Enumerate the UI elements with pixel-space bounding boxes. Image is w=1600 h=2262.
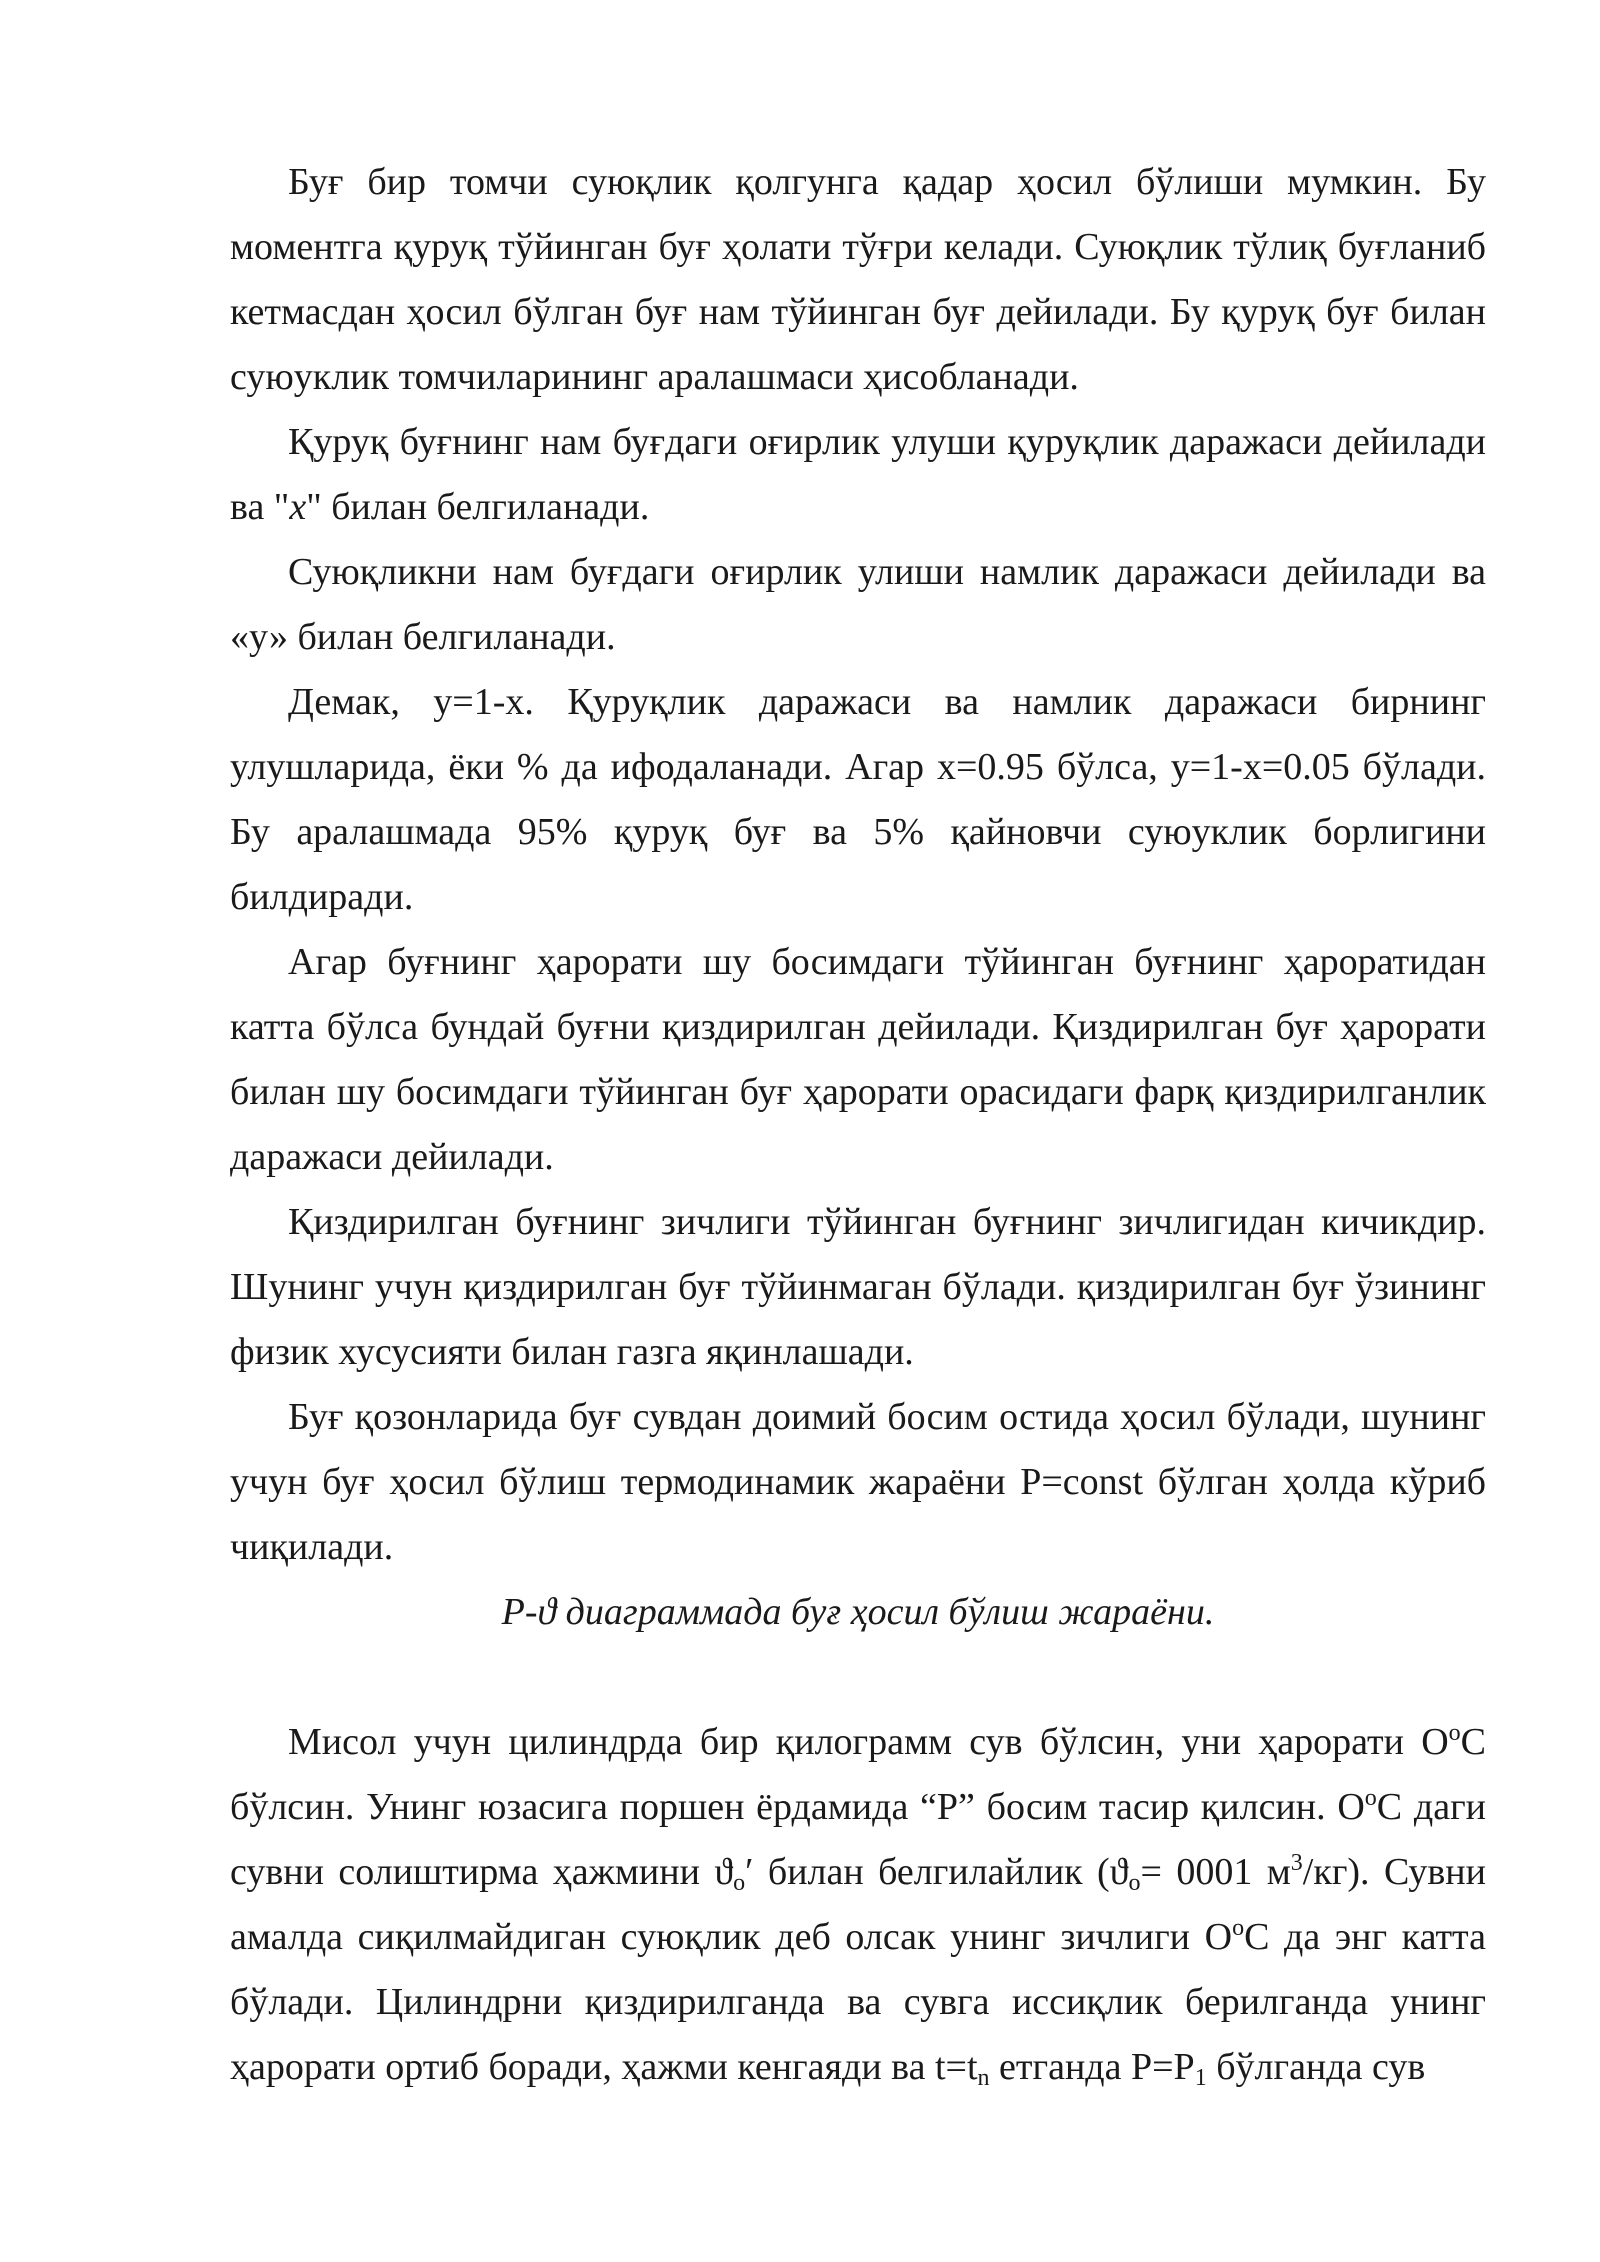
document-page: [230, 150, 1486, 2100]
cube-sup: 3: [1290, 1850, 1303, 1876]
paragraph-wetness-degree: Суюқликни нам буғдаги оғирлик улиши намлик даражаси дейилади ва «у» билан белгиланади.: [230, 551, 1486, 658]
example-text-7: С да энг катта бўлади. Цилиндрни қиздирилганда ва сувга иссиқлик берилганда унинг ҳарорати ортиб боради, ҳажми кенгаяди ва t=t: [230, 1916, 1486, 2088]
example-text-5: = 0001 м: [1140, 1851, 1291, 1893]
example-text-3: С даги сувни солиштирма ҳажмини ϑ: [230, 1786, 1487, 1893]
diagram-caption: P-ϑ диаграммада буғ ҳосил бўлиш жараёни.: [501, 1591, 1215, 1633]
subscript-o-1: о: [733, 1870, 746, 1896]
example-text-6: /кг). Сувни амалда сиқилмайдиган суюқлик деб олсак унинг зичлиги О: [230, 1851, 1486, 1958]
paragraph-superheated-density: Қиздирилган буғнинг зичлиги тўйинган буғнинг зичлигидан кичикдир. Шунинг учун қиздирилган буғ тўйинмаган бўлади. қиздирилган буғ ўзининг физик хусусияти билан газга яқинлашади.: [230, 1201, 1486, 1373]
degree-sup-1: о: [1448, 1720, 1461, 1746]
paragraph-dry-saturated-steam: Буғ бир томчи суюқлик қолгунга қадар ҳосил бўлиши мумкин. Бу моментга қуруқ тўйинган буғ ҳолати тўғри келади. Суюқлик тўлиқ буғланиб кетмасдан ҳосил бўлган буғ нам тўйинган буғ дейилади. Бу қуруқ буғ билан суюуклик томчиларининг аралашмаси ҳисобланади.: [230, 161, 1486, 398]
example-text-9: бўлганда сув: [1206, 2046, 1426, 2088]
example-text-2: С бўлсин. Унинг юзасига поршен ёрдамида “P” босим тасир қилсин. О: [230, 1721, 1486, 1828]
paragraph-boiler-process: Буғ қозонларида буғ сувдан доимий босим остида ҳосил бўлади, шунинг учун буғ ҳосил бўлиш термодинамик жараёни P=const бўлган ҳолда кўриб чиқилади.: [230, 1396, 1486, 1568]
subscript-1: 1: [1194, 2065, 1207, 2091]
subscript-n: n: [977, 2065, 990, 2091]
example-text-1: Мисол учун цилиндрда бир қилограмм сув бўлсин, уни ҳарорати О: [288, 1721, 1449, 1763]
dryness-text-start: Қуруқ буғнинг нам буғдаги оғирлик улуши қуруқлик даражаси дейилади ва ": [230, 421, 1486, 528]
example-text-4: ′ билан белгилайлик (ϑ: [745, 1851, 1129, 1893]
dryness-symbol: х: [289, 486, 307, 528]
paragraph-cylinder-example: [230, 1710, 1486, 2100]
paragraph-superheated-steam: Агар буғнинг ҳарорати шу босимдаги тўйинган буғнинг ҳароратидан катта бўлса бундай буғни қиздирилган дейилади. Қиздирилган буғ ҳарорати билан шу босимдаги тўйинган буғ ҳарорати орасидаги фарқ қиздирилганлик даражаси дейилади.: [230, 941, 1486, 1178]
dryness-text-end: " билан белгиланади.: [306, 486, 650, 528]
degree-sup-2: о: [1364, 1785, 1377, 1811]
example-text-8: етганда P=P: [989, 2046, 1195, 2088]
degree-sup-3: о: [1232, 1915, 1245, 1941]
paragraph-dryness-degree: [230, 410, 1486, 540]
paragraph-example-fractions: Демак, у=1-х. Қуруқлик даражаси ва намлик даражаси бирнинг улушларида, ёки % да ифодаланади. Агар х=0.95 бўлса, у=1-х=0.05 бўлади. Бу аралашмада 95% қуруқ буғ ва 5% қайновчи суюуклик борлигини билдиради.: [230, 681, 1486, 918]
subscript-o-2: о: [1128, 1870, 1141, 1896]
